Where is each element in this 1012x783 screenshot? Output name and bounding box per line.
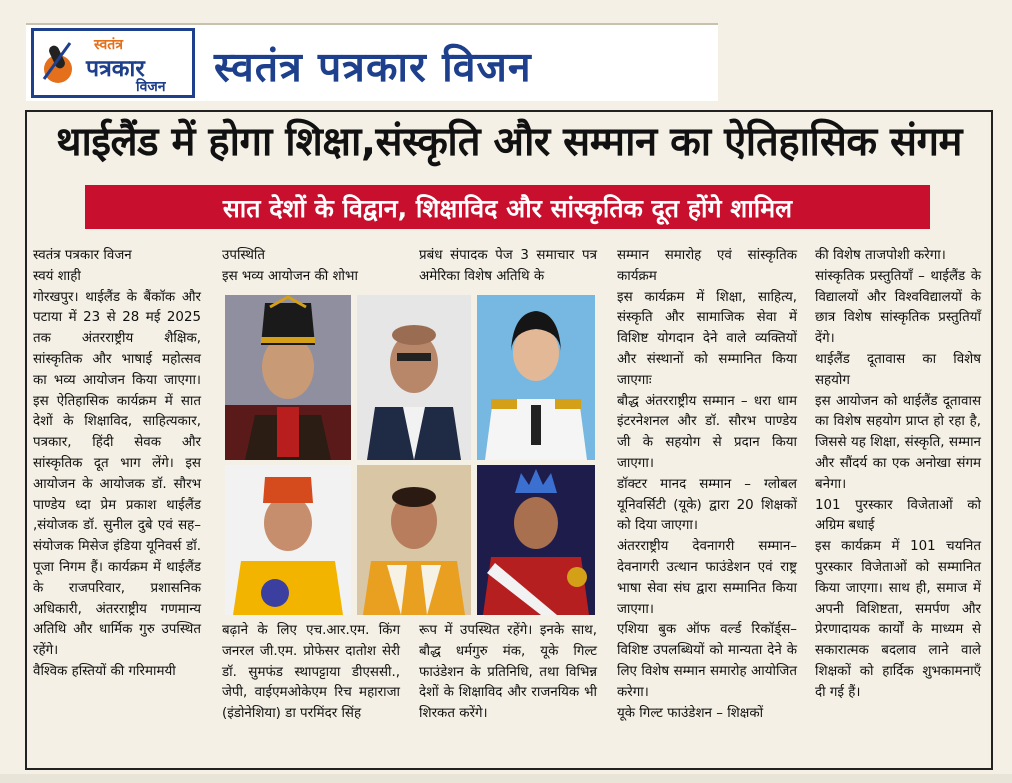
column-4-item-1: बौद्ध अंतरराष्ट्रीय सम्मान – धरा धाम इंटरनेशनल और डॉ. सौरभ पाण्डेय जी के सहयोग से प्रदान किया जाएगा।	[617, 393, 797, 471]
headline: थाईलैंड में होगा शिक्षा,संस्कृति और सम्मान का ऐतिहासिक संगम	[56, 119, 962, 165]
column-5-cultural: सांस्कृतिक प्रस्तुतियाँ – थाईलैंड के विद्यालयों और विश्वविद्यालयों के छात्र विशेष सांस्कृतिक प्रस्तुतियाँ देंगे।	[815, 268, 981, 347]
photo-guest-1	[225, 295, 351, 460]
photo-guest-5	[357, 465, 471, 615]
masthead-title: स्वतंत्र पत्रकार विजन	[214, 43, 532, 91]
subheadline: सात देशों के विद्वान, शिक्षाविद और सांस्कृतिक दूत होंगे शामिल	[222, 194, 793, 223]
column-3-lead: प्रबंध संपादक पेज 3 समाचार पत्र अमेरिका विशेष अतिथि के	[419, 248, 597, 284]
photo-guest-6	[477, 465, 595, 615]
article-column-3-top	[419, 246, 597, 288]
photo-guest-2	[357, 295, 471, 460]
article-column-5	[815, 246, 981, 704]
microphone-pen-icon	[40, 39, 76, 87]
column-1-subhead: वैश्विक हस्तियों की गरिमामयी	[33, 663, 176, 679]
column-2-subhead: उपस्थिति	[222, 248, 266, 263]
column-4-item-4: एशिया बुक ऑफ वर्ल्ड रिकॉर्ड्स– विशिष्ट उपलब्धियों को मान्यता देने के लिए विशेष सम्मान समारोह आयोजित करेगा।	[617, 622, 797, 700]
column-3-body: रूप में उपस्थित रहेंगे। इनके साथ, बौद्ध धर्मगुरु मंक, यूके गिल्ट फाउंडेशन के प्रतिनिधि, तथा विभिन्न देशों के शिक्षाविद और राजनयिक भी शिरकत करेंगे।	[419, 623, 597, 722]
logo-word-middle: पत्रकार	[86, 56, 145, 82]
article-column-1	[33, 246, 201, 683]
column-5-embassy-body: इस आयोजन को थाईलैंड दूतावास का विशेष सहयोग प्राप्त हो रहा है, जिससे यह शिक्षा, संस्कृति, सम्मान और सौंदर्य का एक अनोखा संगम बनेगा।	[815, 393, 981, 492]
column-5-subhead-winners: 101 पुरस्कार विजेताओं को अग्रिम बधाई	[815, 497, 981, 534]
logo-word-bottom: विजन	[136, 79, 166, 95]
column-4-item-3: अंतरराष्ट्रीय देवनागरी सम्मान– देवनागरी उत्थान फाउंडेशन एवं राष्ट्र भाषा सेवा संघ द्वारा सम्मानित किया जाएगा।	[617, 539, 797, 617]
article-column-2-bottom	[222, 621, 400, 725]
photo-collage	[225, 295, 595, 615]
column-4-item-2: डॉक्टर मानद सम्मान – ग्लोबल यूनिवर्सिटी (यूके) द्वारा 20 शिक्षकों को दिया जाएगा।	[617, 476, 797, 534]
newspaper-logo	[31, 28, 195, 98]
column-2-lead: इस भव्य आयोजन की शोभा	[222, 268, 358, 284]
article-column-2-top	[222, 246, 400, 288]
photo-guest-4	[225, 465, 351, 615]
column-5-continuation: की विशेष ताजपोशी करेगा।	[815, 248, 946, 263]
column-4-intro: इस कार्यक्रम में शिक्षा, साहित्य, संस्कृति और सामाजिक सेवा में विशिष्ट योगदान देने वाले व्यक्तियों और संस्थानों को सम्मानित किया जाएगाः	[617, 289, 797, 388]
page-bottom-edge	[0, 774, 1012, 783]
column-1-body: गोरखपुर। थाईलैंड के बैंकॉक और पटाया में 23 से 28 मई 2025 तक अंतरराष्ट्रीय शैक्षिक, सांस्कृतिक और भाषाई महोत्सव का भव्य आयोजन किया जाएगा। इस ऐतिहासिक कार्यक्रम में सात देशों के शिक्षाविद, साहित्यकार, पत्रकार, हिंदी सेवक और सांस्कृतिक दूत भाग लेंगे। इस आयोजन के आयोजक डॉ. सौरभ पाण्डेय ध्दा प्रेम प्रकाश थाईलैंड ,संयोजक डॉ. सुनील दुबे एवं सह–संयोजक मिसेज इंडिया यूनिवर्स डॉ. पूजा निगम हैं। कार्यक्रम में थाईलैंड के राजपरिवार, प्रशासनिक अधिकारी, अंतरराष्ट्रीय गणमान्य अतिथि और धार्मिक गुरु उपस्थित रहेंगे।	[33, 289, 201, 659]
byline-author: स्वयं शाही	[33, 268, 81, 284]
logo-word-top: स्वतंत्र	[94, 37, 123, 53]
column-5-winners-body: इस कार्यक्रम में 101 चयनित पुरस्कार विजेताओं को सम्मानित किया जाएगा। साथ ही, समाज में अपनी विशिष्टता, समर्पण और प्रेरणादायक कार्यों के माध्यम से सकारात्मक बदलाव लाने वाले शिक्षकों को हार्दिक शुभकामनाएँ दी गई हैं।	[815, 539, 981, 700]
byline-paper: स्वतंत्र पत्रकार विजन	[33, 248, 132, 263]
column-5-subhead-embassy: थाईलैंड दूतावास का विशेष सहयोग	[815, 351, 981, 388]
article-column-4	[617, 246, 797, 724]
article-column-3-bottom	[419, 621, 597, 725]
column-2-body: बढ़ाने के लिए एच.आर.एम. किंग जनरल जी.एम. प्रोफेसर दातोश सेरी डॉ. सुमफंड स्थापट्टाया डीएससी., जेपी, वाईएमओकेएम रिच महाराजा (इंडोनेशिया) डा परमिंदर सिंह	[222, 623, 400, 722]
column-4-item-5: यूके गिल्ट फाउंडेशन – शिक्षकों	[617, 705, 764, 721]
photo-guest-3	[477, 295, 595, 460]
column-4-subhead: सम्मान समारोह एवं सांस्कृतिक कार्यक्रम	[617, 248, 797, 284]
